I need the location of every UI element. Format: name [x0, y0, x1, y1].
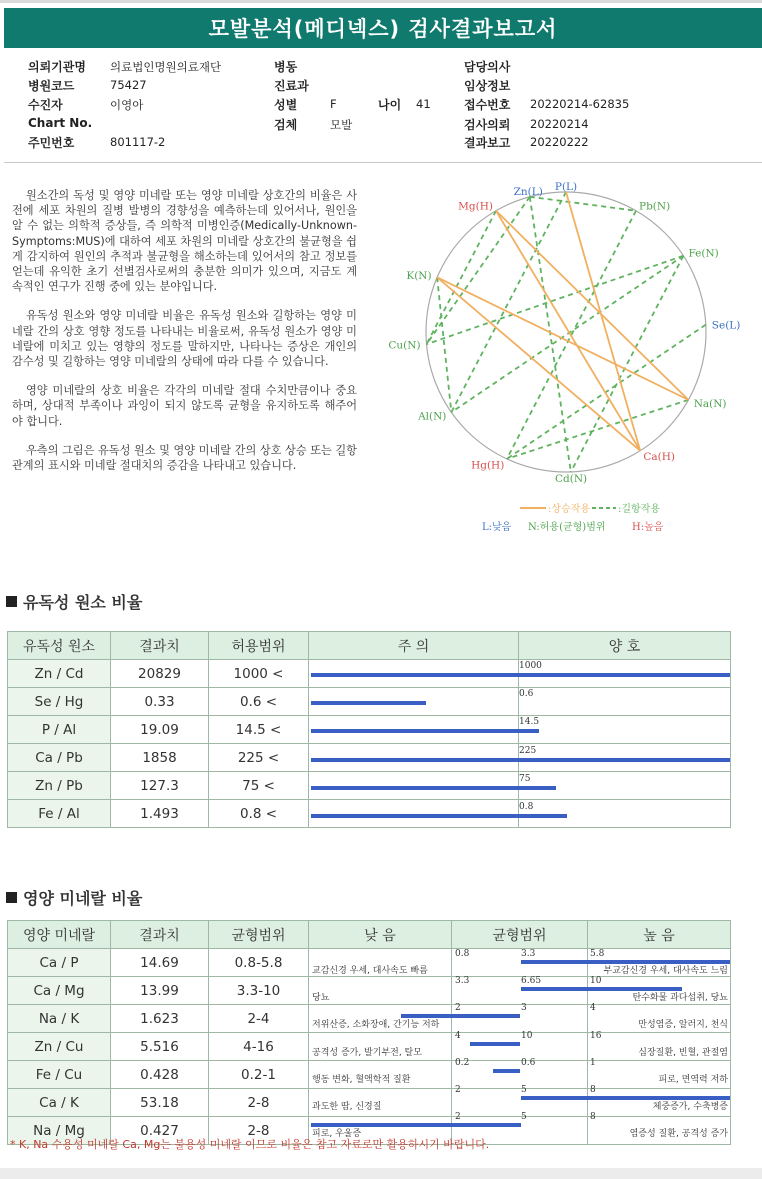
toxic-header-3: 주 의	[309, 632, 519, 660]
request-label: 검사의뢰	[464, 118, 511, 132]
synergy-link	[437, 277, 640, 450]
diagram-node-label: Se(L)	[711, 319, 741, 332]
nutrient-low-threshold: 3.3	[455, 976, 470, 987]
id-value: 801117-2	[110, 135, 166, 149]
toxic-range: 0.6 <	[209, 688, 309, 716]
nutrient-low-threshold: 4	[455, 1030, 461, 1041]
nutrient-vhigh-threshold: 4	[590, 1003, 596, 1014]
nutrient-name: Fe / Cu	[8, 1061, 111, 1089]
nutrient-low-threshold: 2	[455, 1112, 461, 1123]
toxic-threshold-label: 14.5	[519, 717, 540, 728]
toxic-name: Fe / Al	[8, 800, 111, 828]
synergy-link	[437, 277, 688, 400]
toxic-value: 20829	[111, 660, 209, 688]
nutrient-bar	[521, 960, 731, 964]
nutrient-header-3: 낮 음	[309, 921, 452, 949]
toxic-good-cell	[519, 688, 731, 716]
nutrient-low-threshold: 0.2	[455, 1057, 470, 1068]
toxic-bar	[311, 814, 567, 818]
nutrient-high-threshold: 6.65	[521, 976, 542, 987]
diagram-node-label: Pb(N)	[639, 200, 671, 213]
nutrient-value: 1.623	[111, 1005, 209, 1033]
nutrient-high-threshold: 5	[521, 1085, 527, 1095]
nutrient-bar	[521, 1096, 731, 1100]
nutrient-range: 4-16	[209, 1033, 309, 1061]
legend-antagonism-label: :길항작용	[618, 504, 661, 515]
sex-label: 성별	[274, 98, 298, 112]
nutrient-range: 2-8	[209, 1089, 309, 1117]
nutrient-low-threshold: 2	[455, 1085, 461, 1095]
toxic-section-title: 유독성 원소 비율	[6, 590, 142, 613]
toxic-value: 1858	[111, 744, 209, 772]
nutrient-high-description: 염증성 질환, 공격성 증가	[629, 1129, 728, 1140]
nutrient-low-description: 과도한 땀, 신경질	[312, 1102, 382, 1112]
nutrient-high-description: 만성염증, 알러지, 천식	[638, 1020, 728, 1031]
nutrient-value: 5.516	[111, 1033, 209, 1061]
nutrient-low-description: 교감신경 우세, 대사속도 빠름	[312, 966, 428, 976]
nutrient-high-description: 탄수화물 과다섭취, 당뇨	[632, 993, 728, 1004]
nutrient-name: Na / Mg	[8, 1117, 111, 1145]
nutrient-bar	[311, 1123, 521, 1127]
square-bullet-icon	[6, 892, 17, 903]
toxic-good-cell	[519, 716, 731, 744]
nutrient-low-threshold: 0.8	[455, 949, 470, 959]
nutrient-low-description: 당뇨	[312, 993, 330, 1004]
nutrient-header-0: 영양 미네랄	[8, 921, 111, 949]
nutrient-low-description: 피로, 우울증	[312, 1129, 362, 1140]
nutrient-range: 2-4	[209, 1005, 309, 1033]
diagram-node-label: Al(N)	[418, 410, 447, 423]
antagonism-link	[530, 197, 571, 472]
hospital-code-label: 병원코드	[28, 79, 75, 93]
clinical-label: 임상정보	[464, 79, 511, 93]
toxic-name: Zn / Cd	[8, 660, 111, 688]
toxic-value: 1.493	[111, 800, 209, 828]
doctor-label: 담당의사	[464, 60, 511, 74]
nutrient-band-cell	[452, 1061, 588, 1089]
toxic-threshold-label: 0.6	[519, 689, 534, 700]
toxic-threshold-label: 225	[519, 745, 537, 756]
request-value: 20220214	[530, 117, 589, 131]
nutrient-high-description: 피로, 면역력 저하	[658, 1074, 728, 1085]
nutrient-value: 14.69	[111, 949, 209, 977]
toxic-threshold-label: 1000	[519, 661, 542, 671]
nutrient-section-title: 영양 미네랄 비율	[6, 886, 142, 909]
antagonism-link	[507, 325, 706, 459]
dept-label: 진료과	[274, 79, 309, 93]
nutrient-vhigh-threshold: 5.8	[590, 949, 605, 959]
diagram-node-label: Ca(H)	[643, 450, 676, 463]
toxic-range: 0.8 <	[209, 800, 309, 828]
sex-value: F	[330, 97, 337, 111]
description-p1: 원소간의 독성 및 영양 미네랄 또는 영양 미네랄 상호간의 비율은 사전에 세포 차원의 질병 발병의 경향성을 예측하는데 있어서나, 원인을 알 수 없는 의학적 증상들, 즉 의학적 미병인증(Medically-Unknown-Symptoms:MUS)에 대하여 세포 차원의 미네랄 상호간의 불균형을 쉽게 감지하여 원인의 추적과 불균형을 해소하는데 있어서의 참고 정보를 얻는데 유익한 초기 선별검사로써의 충분한 의미가 있으며, 지금도 계속적인 연구가 진행 중에 있는 분야입니다.	[12, 189, 357, 294]
diagram-node-label: Hg(H)	[471, 459, 505, 472]
nutrient-low-threshold: 2	[455, 1003, 461, 1014]
nutrient-range: 3.3-10	[209, 977, 309, 1005]
nutrient-high-description: 심장질환, 빈혈, 관절염	[638, 1047, 728, 1058]
diagram-node-label: Cu(N)	[388, 339, 421, 352]
nutrient-high-description: 체중증가, 수축병증	[652, 1102, 728, 1112]
nutrient-header-4: 균형범위	[452, 921, 588, 949]
diagram-node-label: Mg(H)	[458, 200, 493, 213]
nutrient-range: 2-8	[209, 1117, 309, 1145]
nutrient-bar	[401, 1014, 520, 1018]
nutrient-low-description: 행동 변화, 혈액학적 질환	[312, 1074, 411, 1085]
institution-value: 의료법인명원의료재단	[110, 60, 222, 74]
nutrient-value: 53.18	[111, 1089, 209, 1117]
nutrient-name: Ca / P	[8, 949, 111, 977]
nutrient-name: Ca / K	[8, 1089, 111, 1117]
footnote: * K, Na 수용성 미네랄 Ca, Mg는 불용성 미네랄 이므로 비율은 참고 자료로만 활용하시기 바랍니다.	[10, 1138, 490, 1151]
toxic-header-0: 유독성 원소	[8, 632, 111, 660]
age-label: 나이	[378, 98, 402, 112]
diagram-node-label: Cd(N)	[555, 472, 588, 485]
receipt-label: 접수번호	[464, 98, 511, 112]
nutrient-low-description: 저위산증, 소화장애, 간기능 저하	[312, 1020, 440, 1031]
nutrient-high-threshold: 10	[521, 1030, 533, 1041]
nutrient-band-cell	[452, 1005, 588, 1033]
diagram-node-label: Zn(L)	[513, 185, 543, 198]
nutrient-name: Ca / Mg	[8, 977, 111, 1005]
toxic-value: 127.3	[111, 772, 209, 800]
description-p4: 우측의 그림은 유독성 원소 및 영양 미네랄 간의 상호 상승 또는 길항 관계의 표시와 미네랄 절대치의 증감을 나타내고 있습니다.	[12, 443, 357, 473]
receipt-value: 20220214-62835	[530, 97, 630, 111]
diagram-node-label: Na(N)	[693, 397, 727, 410]
nutrient-high-threshold: 3.3	[521, 949, 536, 959]
nutrient-bar	[493, 1069, 520, 1073]
toxic-bar	[311, 701, 426, 705]
description-p3: 영양 미네랄의 상호 비율은 각각의 미네랄 절대 수치만큼이나 중요하며, 상대적 부족이나 과잉이 되지 않도록 균형을 유지하도록 해주어야 합니다.	[12, 384, 357, 428]
nutrient-low-description: 공격성 증가, 발기부전, 탈모	[312, 1047, 422, 1058]
nutrient-value: 0.428	[111, 1061, 209, 1089]
toxic-bar	[311, 758, 730, 762]
chart-label: Chart No.	[28, 116, 93, 130]
legend-synergy-label: :상승작용	[548, 504, 591, 515]
nutrient-range: 0.2-1	[209, 1061, 309, 1089]
divider	[4, 162, 762, 163]
toxic-range: 225 <	[209, 744, 309, 772]
toxic-bar	[311, 729, 539, 733]
report-label: 결과보고	[464, 136, 511, 150]
diagram-node-label: P(L)	[554, 181, 578, 193]
nutrient-vhigh-threshold: 16	[590, 1030, 602, 1041]
toxic-range: 1000 <	[209, 660, 309, 688]
nutrient-band-cell	[452, 1089, 588, 1117]
nutrient-header-1: 결과치	[111, 921, 209, 949]
diagram-node-label: Fe(N)	[688, 247, 719, 260]
report-value: 20220222	[530, 135, 589, 149]
nutrient-name: Na / K	[8, 1005, 111, 1033]
nutrient-value: 0.427	[111, 1117, 209, 1145]
nutrient-bar	[470, 1042, 520, 1046]
bottom-band	[0, 1168, 762, 1179]
nutrient-name: Zn / Cu	[8, 1033, 111, 1061]
mineral-relationship-diagram	[370, 180, 762, 540]
antagonism-link	[530, 197, 636, 211]
toxic-header-2: 허용범위	[209, 632, 309, 660]
patient-value: 이영아	[110, 98, 144, 112]
nutrient-vhigh-threshold: 1	[590, 1057, 596, 1068]
nutrient-band-cell	[452, 1030, 588, 1061]
specimen-label: 검체	[274, 118, 298, 132]
age-value: 41	[416, 97, 431, 111]
toxic-name: Se / Hg	[8, 688, 111, 716]
legend-high: H:높음	[632, 522, 664, 533]
toxic-bar	[311, 786, 556, 790]
toxic-header-1: 결과치	[111, 632, 209, 660]
nutrient-high-description: 부교감신경 우세, 대사속도 느림	[603, 966, 728, 976]
toxic-bar	[311, 673, 730, 677]
nutrient-header-2: 균형범위	[209, 921, 309, 949]
nutrient-vhigh-threshold: 8	[590, 1085, 596, 1095]
report-title: 모발분석(메디넥스) 검사결과보고서	[4, 8, 762, 48]
nutrient-high-threshold: 3	[521, 1003, 527, 1014]
toxic-name: P / Al	[8, 716, 111, 744]
square-bullet-icon	[6, 596, 17, 607]
toxic-header-4: 양 호	[519, 632, 731, 660]
nutrient-range: 0.8-5.8	[209, 949, 309, 977]
nutrient-vhigh-threshold: 8	[590, 1112, 596, 1123]
nutrient-band-cell	[309, 977, 452, 1005]
description	[12, 188, 357, 487]
toxic-value: 0.33	[111, 688, 209, 716]
nutrient-bar	[521, 987, 682, 991]
institution-label: 의뢰기관명	[28, 60, 86, 74]
nutrient-high-threshold: 5	[521, 1112, 527, 1123]
specimen-value: 모발	[330, 118, 353, 132]
toxic-value: 19.09	[111, 716, 209, 744]
legend-low: L:낮음	[482, 522, 512, 533]
toxic-name: Zn / Pb	[8, 772, 111, 800]
toxic-threshold-label: 0.8	[519, 802, 534, 812]
toxic-threshold-label: 75	[519, 773, 531, 784]
patient-label: 수진자	[28, 98, 63, 112]
description-p2: 유독성 원소와 영양 미네랄 비율은 유독성 원소와 길항하는 영양 미네랄 간의 상호 영향 정도를 나타내는 비율로써, 유독성 원소가 영양 미네랄에 미치고 있는 영향의 정도를 말하지만, 나타나는 증상은 개인의 감수성 및 길항하는 영양 미네랄의 상태에 따라 다를 수 있습니다.	[12, 309, 357, 369]
nutrient-value: 13.99	[111, 977, 209, 1005]
toxic-name: Ca / Pb	[8, 744, 111, 772]
diagram-node-label: K(N)	[406, 269, 432, 282]
top-border	[0, 0, 762, 3]
hospital-code-value: 75427	[110, 78, 147, 92]
toxic-range: 75 <	[209, 772, 309, 800]
nutrient-vhigh-threshold: 10	[590, 976, 602, 987]
legend-normal: N:허용(균형)범위	[528, 522, 606, 533]
nutrient-high-threshold: 0.6	[521, 1057, 536, 1068]
id-label: 주민번호	[28, 136, 75, 150]
ward-label: 병동	[274, 60, 298, 74]
nutrient-header-5: 높 음	[588, 921, 731, 949]
toxic-range: 14.5 <	[209, 716, 309, 744]
diagram-circle	[426, 192, 706, 472]
